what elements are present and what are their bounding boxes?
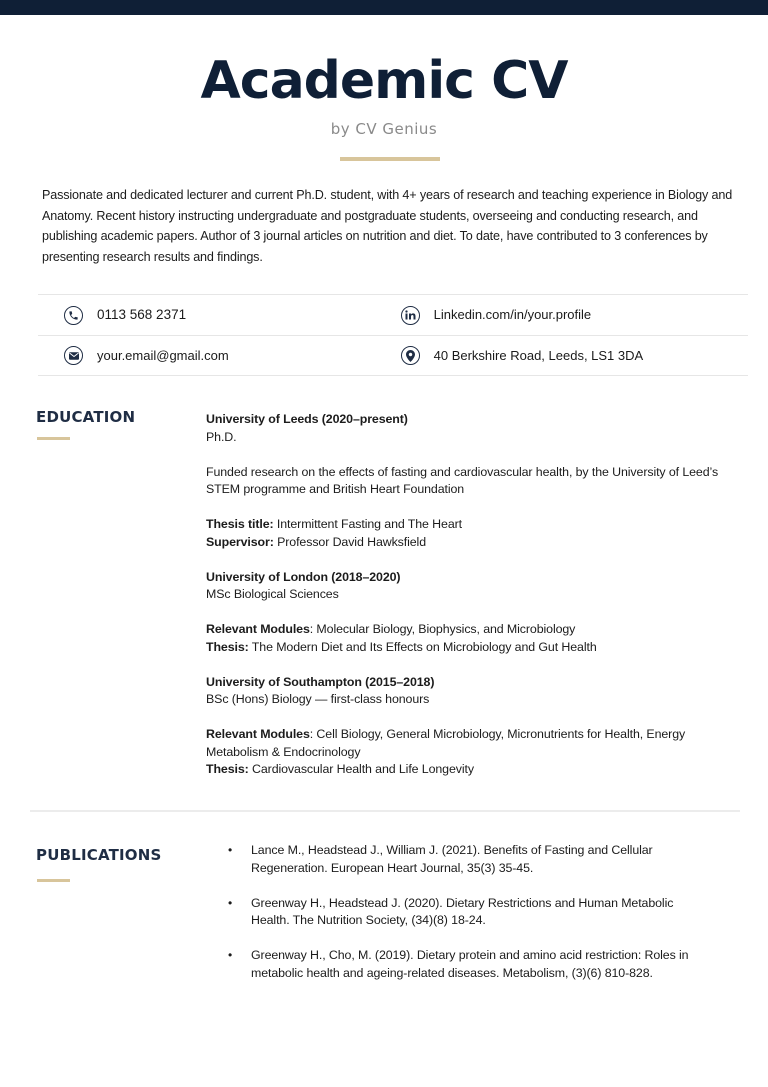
detail-value: The Modern Diet and Its Effects on Microbiology and Gut Health <box>248 639 597 654</box>
location-pin-icon <box>401 346 420 365</box>
education-entry <box>206 674 736 709</box>
publications-list <box>228 842 708 1000</box>
phone-number[interactable]: 0113 568 2371 <box>97 307 187 322</box>
contact-row-2 <box>38 335 748 376</box>
contact-row-1 <box>38 294 748 335</box>
bullet-icon: • <box>228 948 233 962</box>
detail-value: Intermittent Fasting and The Heart <box>273 517 462 531</box>
email-icon <box>64 346 83 365</box>
education-details <box>206 621 736 656</box>
publications-heading-rule <box>37 879 70 882</box>
degree: Ph.D. <box>206 429 237 444</box>
education-details <box>206 516 736 551</box>
institution: University of London (2018–2020) <box>206 569 401 584</box>
detail-value: Cardiovascular Health and Life Longevity <box>248 762 474 776</box>
detail-label: Relevant Modules <box>206 622 310 636</box>
detail-value: Professor David Hawksfield <box>273 534 427 549</box>
publication-item <box>228 895 708 930</box>
bullet-icon: • <box>228 843 233 857</box>
contact-info <box>38 294 748 376</box>
publication-citation: Greenway H., Cho, M. (2019). Dietary protein and amino acid restriction: Roles in metabolic health and ageing-related diseases. Metabolism, (3)(6) 810-828. <box>251 948 689 980</box>
contact-email <box>38 346 401 365</box>
phone-icon <box>64 306 83 325</box>
contact-address <box>401 346 748 365</box>
education-heading-rule <box>37 437 70 440</box>
education-entry <box>206 569 736 604</box>
detail-label: Relevant Modules <box>206 727 310 741</box>
postal-address: 40 Berkshire Road, Leeds, LS1 3DA <box>433 347 644 363</box>
profile-summary: Passionate and dedicated lecturer and current Ph.D. student, with 4+ years of research and teaching experience in Biology and Anatomy. Recent history instructing undergraduate and postgraduate students, overseeing and conducting research, and publishing academic papers. Author of 3 journal articles on nutrition and diet. To date, have contributed to 3 conferences by presenting research results and findings. <box>42 188 733 264</box>
education-heading: EDUCATION <box>36 408 136 426</box>
contact-linkedin <box>401 306 748 325</box>
section-divider <box>30 810 740 812</box>
detail-value: : Molecular Biology, Biophysics, and Microbiology <box>309 622 576 636</box>
title-divider <box>340 157 440 161</box>
page-subtitle: by CV Genius <box>330 120 438 138</box>
linkedin-url[interactable]: Linkedin.com/in/your.profile <box>433 307 592 322</box>
degree: MSc Biological Sciences <box>206 587 339 601</box>
publication-citation: Lance M., Headstead J., William J. (2021). Benefits of Fasting and Cellular Regeneration. European Heart Journal, 35(3) 35-45. <box>251 843 653 875</box>
contact-phone <box>38 306 401 325</box>
bullet-icon: • <box>228 895 233 910</box>
email-address[interactable]: your.email@gmail.com <box>97 347 229 363</box>
top-accent-bar <box>0 0 768 15</box>
education-details <box>206 726 736 779</box>
publications-heading: PUBLICATIONS <box>36 846 162 864</box>
education-entry <box>206 411 736 446</box>
detail-label: Supervisor: <box>206 534 274 549</box>
degree: BSc (Hons) Biology — first-class honours <box>206 692 430 706</box>
publication-item <box>228 947 708 982</box>
detail-label: Thesis: <box>206 639 249 654</box>
institution: University of Leeds (2020–present) <box>206 412 408 426</box>
detail-value: : Cell Biology, General Microbiology, Micronutrients for Health, Energy Metabolism & Endocrinology <box>206 727 686 759</box>
institution: University of Southampton (2015–2018) <box>206 674 435 689</box>
linkedin-icon <box>401 306 420 325</box>
detail-label: Thesis: <box>206 762 249 776</box>
publication-citation: Greenway H., Headstead J. (2020). Dietary Restrictions and Human Metabolic Health. The Nutrition Society, (34)(8) 18-24. <box>251 895 674 927</box>
education-description: Funded research on the effects of fasting and cardiovascular health, by the University of Leed’s STEM programme and British Heart Foundation <box>206 464 719 496</box>
page-title: Academic CV <box>200 51 568 111</box>
detail-label: Thesis title: <box>206 517 274 531</box>
education-list <box>206 411 736 796</box>
publication-item <box>228 842 708 877</box>
